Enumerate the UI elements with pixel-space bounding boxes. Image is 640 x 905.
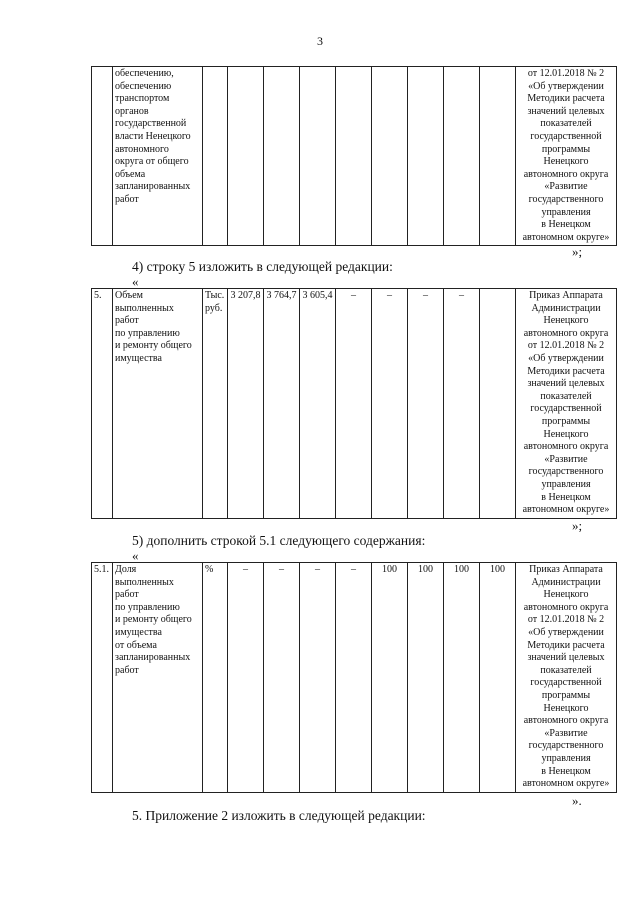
value-3: – [300,563,336,793]
value-2: 3 764,7 [264,289,300,519]
table-continuation [91,66,617,246]
item-appendix-2-text: 5. Приложение 2 изложить в следующей редакции: [132,808,426,823]
value-3: 3 605,4 [300,289,336,519]
value-5: 100 [372,563,408,793]
cell-value [228,67,264,246]
closing-quote-2: »; [572,518,583,533]
row-number: 5. [92,289,113,519]
item-4-text: 4) строку 5 изложить в следующей редакции: [132,259,393,274]
value-8 [480,289,516,519]
cell-value [336,67,372,246]
source-document: Приказ Аппарата Администрации Ненецкого автономного округа от 12.01.2018 № 2 «Об утверждении Методики расчета значений целевых показателей государственной программы Ненецкого автономного округа «Развитие государственного управления в Ненецком автономном округе» [516,289,617,519]
value-1: – [228,563,264,793]
indicator-name: Доля выполненных работ по управлению и ремонту общего имущества от объема запланированных работ [113,563,203,793]
cell-value [408,67,444,246]
source-document: Приказ Аппарата Администрации Ненецкого автономного округа от 12.01.2018 № 2 «Об утверждении Методики расчета значений целевых показателей государственной программы Ненецкого автономного округа «Развитие государственного управления в Ненецком автономном округе» [516,563,617,793]
value-4: – [336,563,372,793]
value-2: – [264,563,300,793]
unit: Тыс. руб. [203,289,228,519]
cell-unit [203,67,228,246]
cell-value [300,67,336,246]
cell-num [92,67,113,246]
closing-quote-3: ». [572,793,582,808]
item-5-text: 5) дополнить строкой 5.1 следующего содержания: [132,533,426,548]
unit: % [203,563,228,793]
table-row-5-1 [91,562,617,793]
indicator-name: Объем выполненных работ по управлению и ремонту общего имущества [113,289,203,519]
opening-quote-2: « [132,548,139,563]
cell-source: от 12.01.2018 № 2 «Об утверждении Методики расчета значений целевых показателей государственной программы Ненецкого автономного округа «Развитие государственного управления в Ненецком автономном округе» [516,67,617,246]
cell-value [264,67,300,246]
closing-quote-1: »; [572,244,583,259]
value-8: 100 [480,563,516,793]
table-row [92,289,617,519]
value-4: – [336,289,372,519]
value-1: 3 207,8 [228,289,264,519]
value-7: 100 [444,563,480,793]
table-row-5 [91,288,617,519]
value-7: – [444,289,480,519]
cell-value [480,67,516,246]
value-6: – [408,289,444,519]
page-number: 3 [317,34,323,48]
row-number: 5.1. [92,563,113,793]
value-5: – [372,289,408,519]
cell-value [444,67,480,246]
table-row [92,563,617,793]
opening-quote-1: « [132,274,139,289]
cell-value [372,67,408,246]
value-6: 100 [408,563,444,793]
cell-name: обеспечению, обеспечению транспортом органов государственной власти Ненецкого автономного округа от общего объема запланированных работ [113,67,203,246]
